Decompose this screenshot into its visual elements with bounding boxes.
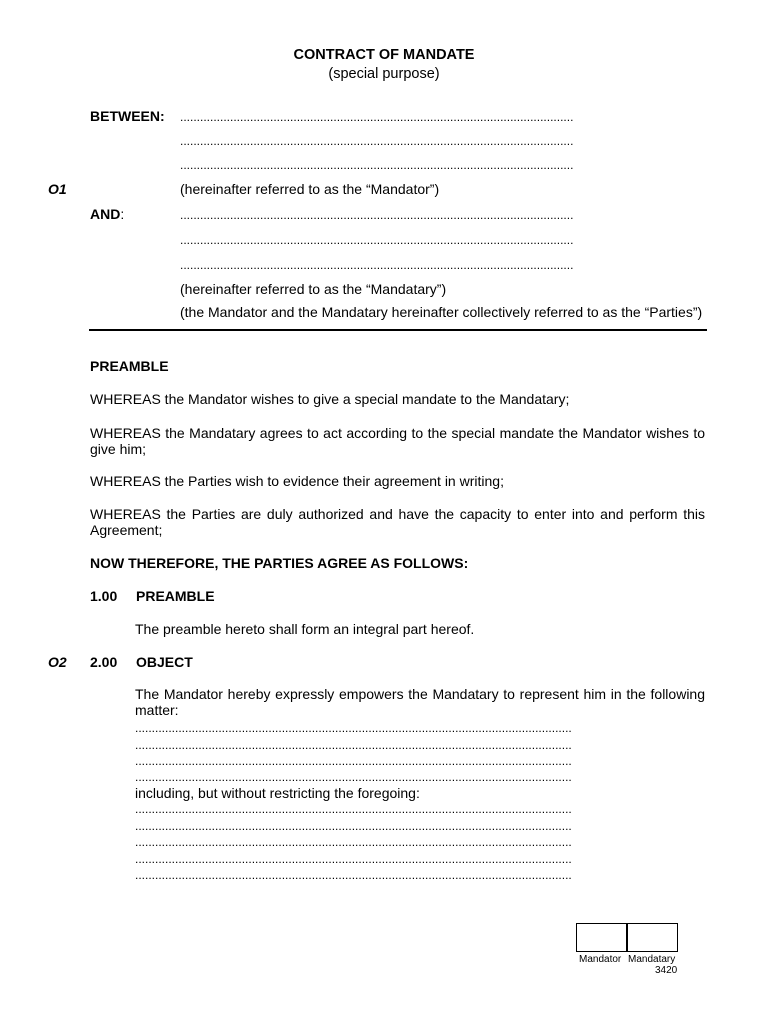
parties-collective-reference: (the Mandator and the Mandatary hereinafter collectively referred to as the “Parties”) bbox=[180, 304, 703, 320]
between-dotted-line-1[interactable]: ...................................................................................................................... bbox=[180, 110, 574, 124]
section-2-number: 2.00 bbox=[90, 654, 118, 670]
between-dotted-line-2[interactable]: ...................................................................................................................... bbox=[180, 134, 574, 148]
whereas-clause-2: WHEREAS the Mandatary agrees to act according to the special mandate the Mandator wishes to give him; bbox=[90, 425, 705, 457]
mandator-reference: (hereinafter referred to as the “Mandator”) bbox=[180, 181, 440, 197]
between-label: BETWEEN: bbox=[90, 108, 165, 124]
object-dotted-line-1[interactable]: ................................................................................................................................... bbox=[135, 721, 572, 735]
section-1-heading: PREAMBLE bbox=[136, 588, 215, 604]
object-dotted-line-4[interactable]: ................................................................................................................................... bbox=[135, 770, 572, 784]
including-dotted-line-3[interactable]: ................................................................................................................................... bbox=[135, 835, 572, 849]
mandator-initials-label: Mandator bbox=[579, 954, 622, 965]
and-dotted-line-2[interactable]: ...................................................................................................................... bbox=[180, 233, 574, 247]
mandatary-reference: (hereinafter referred to as the “Mandatary”) bbox=[180, 281, 447, 297]
horizontal-rule bbox=[89, 329, 707, 331]
mandator-initials-box[interactable] bbox=[576, 923, 627, 952]
object-dotted-line-3[interactable]: ................................................................................................................................... bbox=[135, 754, 572, 768]
section-2-including: including, but without restricting the foregoing: bbox=[135, 785, 420, 801]
including-dotted-line-4[interactable]: ................................................................................................................................... bbox=[135, 852, 572, 866]
preamble-heading: PREAMBLE bbox=[90, 358, 169, 374]
page-code: 3420 bbox=[655, 965, 678, 976]
and-label-group bbox=[90, 206, 124, 222]
margin-note-o1: O1 bbox=[48, 181, 67, 197]
section-2-body: The Mandator hereby expressly empowers the Mandatary to represent him in the following matter: bbox=[135, 686, 705, 718]
and-colon: : bbox=[120, 206, 125, 222]
document-subtitle: (special purpose) bbox=[328, 66, 440, 82]
mandatary-initials-box[interactable] bbox=[627, 923, 678, 952]
and-label: AND bbox=[90, 206, 121, 222]
section-1-body: The preamble hereto shall form an integral part hereof. bbox=[135, 621, 475, 637]
whereas-clause-3: WHEREAS the Parties wish to evidence their agreement in writing; bbox=[90, 473, 504, 489]
and-dotted-line-1[interactable]: ...................................................................................................................... bbox=[180, 208, 574, 222]
object-dotted-line-2[interactable]: ................................................................................................................................... bbox=[135, 738, 572, 752]
whereas-clause-1: WHEREAS the Mandator wishes to give a special mandate to the Mandatary; bbox=[90, 391, 570, 407]
section-1-number: 1.00 bbox=[90, 588, 118, 604]
and-dotted-line-3[interactable]: ...................................................................................................................... bbox=[180, 258, 574, 272]
including-dotted-line-5[interactable]: ................................................................................................................................... bbox=[135, 868, 572, 882]
mandatary-initials-label: Mandatary bbox=[628, 954, 676, 965]
section-2-heading: OBJECT bbox=[136, 654, 193, 670]
whereas-clause-4: WHEREAS the Parties are duly authorized and have the capacity to enter into and perform this Agreement; bbox=[90, 506, 705, 538]
document-title: CONTRACT OF MANDATE bbox=[293, 47, 475, 63]
margin-note-o2: O2 bbox=[48, 654, 67, 670]
between-dotted-line-3[interactable]: ...................................................................................................................... bbox=[180, 158, 574, 172]
including-dotted-line-1[interactable]: ................................................................................................................................... bbox=[135, 802, 572, 816]
including-dotted-line-2[interactable]: ................................................................................................................................... bbox=[135, 819, 572, 833]
agree-heading: NOW THEREFORE, THE PARTIES AGREE AS FOLLOWS: bbox=[90, 555, 469, 571]
